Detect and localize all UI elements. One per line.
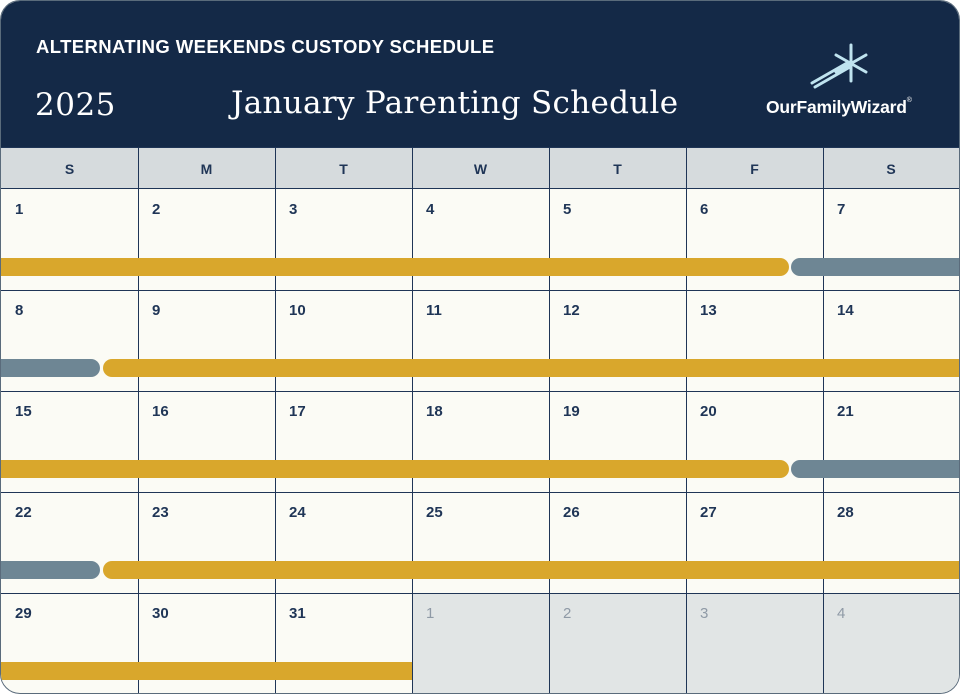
day-number: 29 — [15, 605, 32, 622]
calendar-header — [1, 1, 959, 147]
grid-divider — [138, 147, 139, 693]
day-number: 25 — [426, 504, 443, 521]
grid-divider — [823, 147, 824, 693]
day-number: 23 — [152, 504, 169, 521]
day-number: 6 — [700, 201, 709, 218]
brand-name: OurFamilyWizard — [766, 97, 907, 117]
day-number: 15 — [15, 403, 32, 420]
day-number: 28 — [837, 504, 854, 521]
day-number: 9 — [152, 302, 161, 319]
grid-divider — [1, 391, 959, 392]
grid-divider — [275, 147, 276, 693]
weekday-header: T — [613, 161, 622, 177]
day-number: 5 — [563, 201, 572, 218]
custody-bar-parent-a — [103, 561, 960, 579]
custody-bar-parent-b — [791, 258, 960, 276]
grid-divider — [549, 147, 550, 693]
weekday-header: S — [886, 161, 896, 177]
day-cell[interactable] — [412, 593, 549, 693]
weekday-header: F — [750, 161, 759, 177]
weekday-header: M — [200, 161, 213, 177]
day-number: 26 — [563, 504, 580, 521]
day-number: 1 — [426, 605, 435, 622]
day-number: 30 — [152, 605, 169, 622]
day-number: 3 — [700, 605, 709, 622]
grid-divider — [686, 147, 687, 693]
day-number: 14 — [837, 302, 854, 319]
day-number: 3 — [289, 201, 298, 218]
custody-bar-parent-b — [0, 359, 100, 377]
page-title: January Parenting Schedule — [231, 85, 679, 121]
day-number: 18 — [426, 403, 443, 420]
grid-divider — [1, 290, 959, 291]
weekday-header-row — [1, 147, 959, 189]
custody-bar-parent-a — [103, 359, 960, 377]
custody-bar-parent-a — [0, 460, 789, 478]
day-number: 2 — [563, 605, 572, 622]
day-number: 4 — [426, 201, 435, 218]
day-number: 31 — [289, 605, 306, 622]
custody-bar-parent-b — [0, 561, 100, 579]
day-number: 12 — [563, 302, 580, 319]
day-number: 19 — [563, 403, 580, 420]
day-number: 27 — [700, 504, 717, 521]
custody-bar-parent-b — [791, 460, 960, 478]
custody-bar-parent-a — [0, 662, 412, 680]
day-number: 16 — [152, 403, 169, 420]
day-number: 13 — [700, 302, 717, 319]
day-number: 24 — [289, 504, 306, 521]
day-number: 17 — [289, 403, 306, 420]
day-number: 21 — [837, 403, 854, 420]
day-cell[interactable] — [549, 593, 686, 693]
day-cell[interactable] — [823, 593, 959, 693]
day-number: 22 — [15, 504, 32, 521]
year-label: 2025 — [35, 87, 116, 123]
grid-divider — [1, 593, 959, 594]
day-cell[interactable] — [686, 593, 823, 693]
weekday-header: S — [64, 161, 75, 177]
day-number: 8 — [15, 302, 24, 319]
day-number: 2 — [152, 201, 161, 218]
ourfamilywizard-logo-text — [766, 97, 912, 118]
grid-divider — [412, 147, 413, 693]
day-number: 10 — [289, 302, 306, 319]
day-number: 7 — [837, 201, 846, 218]
grid-divider — [1, 492, 959, 493]
day-number: 4 — [837, 605, 846, 622]
schedule-type-label: ALTERNATING WEEKENDS CUSTODY SCHEDULE — [36, 36, 495, 57]
day-number: 20 — [700, 403, 717, 420]
weekday-header: T — [339, 161, 348, 177]
ourfamilywizard-logo-icon — [807, 41, 871, 91]
weekday-header: W — [473, 161, 488, 177]
day-number: 11 — [426, 302, 442, 319]
custody-bar-parent-a — [0, 258, 789, 276]
registered-mark: ® — [906, 97, 912, 104]
day-number: 1 — [15, 201, 24, 218]
